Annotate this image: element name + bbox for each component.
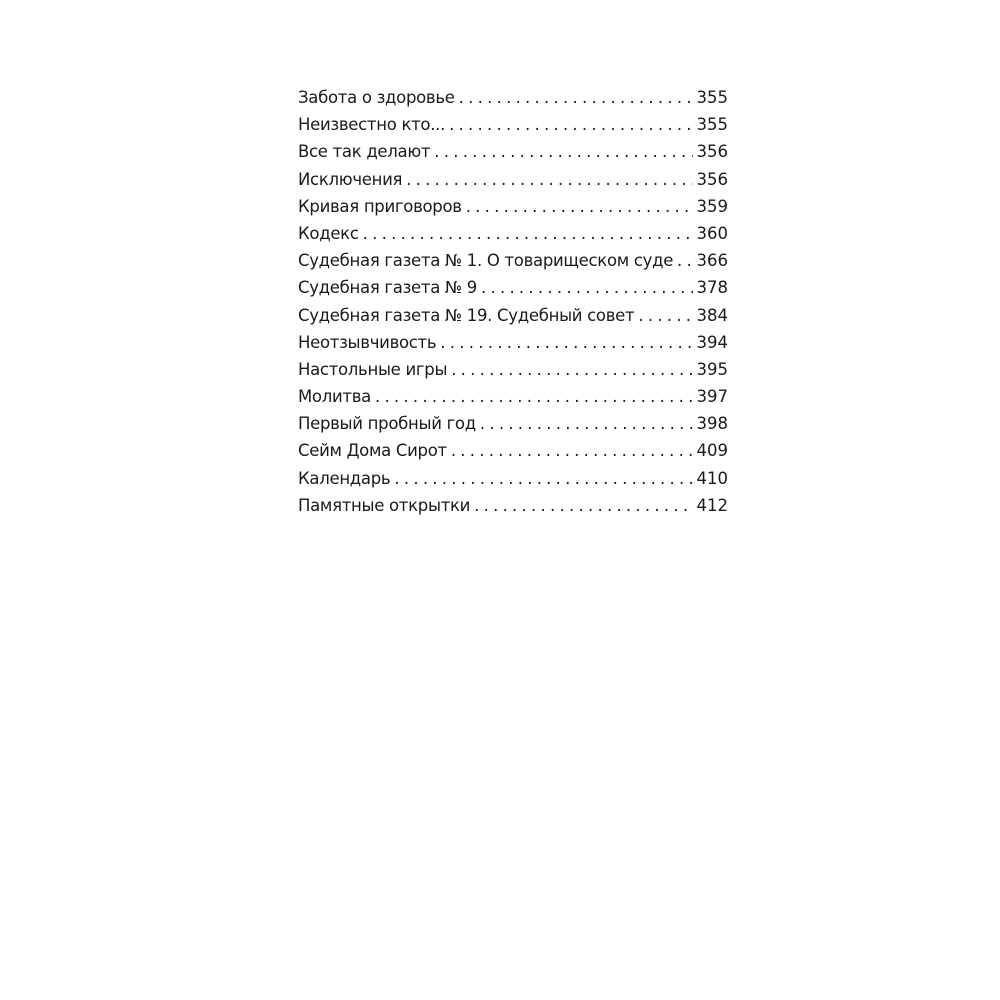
toc-entry-title: Неотзывчивость — [298, 332, 437, 352]
toc-entry[interactable] — [298, 465, 728, 492]
toc-entry-title: Кодекс — [298, 223, 359, 243]
toc-entry[interactable] — [298, 193, 728, 220]
toc-entry-title: Судебная газета № 1. О товарищеском суде — [298, 251, 674, 271]
toc-entry[interactable] — [298, 220, 728, 247]
toc-entry-title: Сейм Дома Сирот — [298, 441, 447, 461]
toc-entry-page: 384 — [696, 305, 728, 325]
dot-leader — [480, 410, 693, 437]
toc-entry-page: 409 — [696, 441, 728, 461]
toc-entry-page: 378 — [696, 278, 728, 298]
toc-entry-page: 394 — [696, 332, 728, 352]
dot-leader — [440, 329, 692, 356]
dot-leader — [451, 437, 693, 464]
dot-leader — [677, 247, 692, 274]
dot-leader — [406, 166, 692, 193]
toc-entry[interactable] — [298, 437, 728, 464]
dot-leader — [451, 356, 692, 383]
toc-entry-title: Исключения — [298, 169, 403, 189]
toc-entry-title: Судебная газета № 9 — [298, 278, 477, 298]
toc-entry[interactable] — [298, 383, 728, 410]
toc-entry[interactable] — [298, 111, 728, 138]
dot-leader — [434, 138, 692, 165]
toc-entry-page: 395 — [696, 359, 728, 379]
toc-entry-page: 355 — [696, 115, 728, 135]
toc-entry-title: Все так делают — [298, 142, 431, 162]
toc-entry-page: 397 — [696, 387, 728, 407]
dot-leader — [449, 111, 692, 138]
toc-entry-page: 366 — [696, 251, 728, 271]
toc-entry-page: 356 — [696, 142, 728, 162]
toc-entry-page: 359 — [696, 196, 728, 216]
toc-entry-title: Календарь — [298, 468, 391, 488]
toc-entry[interactable] — [298, 166, 728, 193]
toc-entry[interactable] — [298, 492, 728, 519]
toc-entry[interactable] — [298, 410, 728, 437]
toc-entry[interactable] — [298, 356, 728, 383]
toc-entry[interactable] — [298, 84, 728, 111]
table-of-contents — [298, 84, 728, 519]
toc-entry-title: Забота о здоровье — [298, 88, 455, 107]
toc-entry[interactable] — [298, 302, 728, 329]
toc-entry-title: Судебная газета № 19. Судебный совет — [298, 305, 635, 325]
toc-entry[interactable] — [298, 247, 728, 274]
toc-entry[interactable] — [298, 329, 728, 356]
dot-leader — [638, 302, 692, 329]
dot-leader — [375, 383, 693, 410]
dot-leader — [474, 492, 692, 519]
toc-entry[interactable] — [298, 274, 728, 301]
toc-entry-title: Неизвестно кто... — [298, 115, 446, 135]
dot-leader — [459, 84, 693, 111]
toc-entry-title: Памятные открытки — [298, 495, 471, 515]
toc-entry-page: 356 — [696, 169, 728, 189]
dot-leader — [481, 274, 693, 301]
toc-entry-title: Молитва — [298, 387, 371, 407]
toc-entry-page: 412 — [696, 495, 728, 515]
toc-entry-page: 360 — [696, 223, 728, 243]
toc-entry-page: 398 — [696, 414, 728, 434]
dot-leader — [466, 193, 693, 220]
toc-entry[interactable] — [298, 138, 728, 165]
dot-leader — [394, 465, 692, 492]
toc-entry-title: Кривая приговоров — [298, 196, 462, 216]
toc-entry-page: 355 — [696, 88, 728, 107]
toc-entry-title: Первый пробный год — [298, 414, 476, 434]
dot-leader — [363, 220, 693, 247]
toc-entry-title: Настольные игры — [298, 359, 448, 379]
toc-entry-page: 410 — [696, 468, 728, 488]
